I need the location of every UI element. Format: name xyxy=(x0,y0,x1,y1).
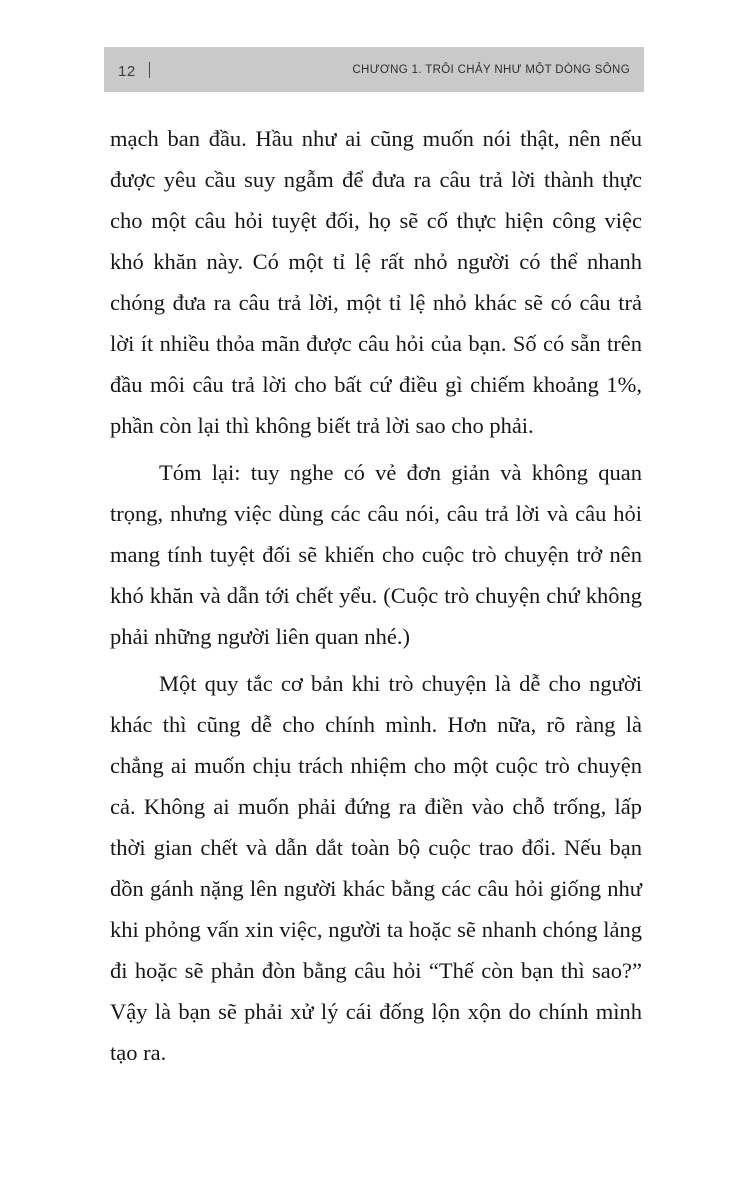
chapter-title: CHƯƠNG 1. TRÔI CHẢY NHƯ MỘT DÒNG SÔNG xyxy=(352,63,630,76)
page-body xyxy=(110,118,642,1073)
page-number: 12 xyxy=(118,62,136,80)
paragraph-2: Tóm lại: tuy nghe có vẻ đơn giản và không quan trọng, nhưng việc dùng các câu nói, câu trả lời và câu hỏi mang tính tuyệt đối sẽ khiến cho cuộc trò chuyện trở nên khó khăn và dẫn tới chết yểu. (Cuộc trò chuyện chứ không phải những người liên quan nhé.) xyxy=(110,460,642,649)
page-header xyxy=(104,47,644,92)
header-left-group xyxy=(118,60,150,80)
paragraph-1: mạch ban đầu. Hầu như ai cũng muốn nói thật, nên nếu được yêu cầu suy ngẫm để đưa ra câu trả lời thành thực cho một câu hỏi tuyệt đối, họ sẽ cố thực hiện công việc khó khăn này. Có một tỉ lệ rất nhỏ người có thể nhanh chóng đưa ra câu trả lời, một tỉ lệ nhỏ khác sẽ có câu trả lời ít nhiều thỏa mãn được câu hỏi của bạn. Số có sẵn trên đầu môi câu trả lời cho bất cứ điều gì chiếm khoảng 1%, phần còn lại thì không biết trả lời sao cho phải. xyxy=(110,126,642,438)
header-divider xyxy=(149,62,150,78)
paragraph-3: Một quy tắc cơ bản khi trò chuyện là dễ cho người khác thì cũng dễ cho chính mình. Hơn nữa, rõ ràng là chẳng ai muốn chịu trách nhiệm cho một cuộc trò chuyện cả. Không ai muốn phải đứng ra điền vào chỗ trống, lấp thời gian chết và dẫn dắt toàn bộ cuộc trao đổi. Nếu bạn dồn gánh nặng lên người khác bằng các câu hỏi giống như khi phỏng vấn xin việc, người ta hoặc sẽ nhanh chóng lảng đi hoặc sẽ phản đòn bằng câu hỏi “Thế còn bạn thì sao?” Vậy là bạn sẽ phải xử lý cái đống lộn xộn do chính mình tạo ra. xyxy=(110,671,642,1065)
